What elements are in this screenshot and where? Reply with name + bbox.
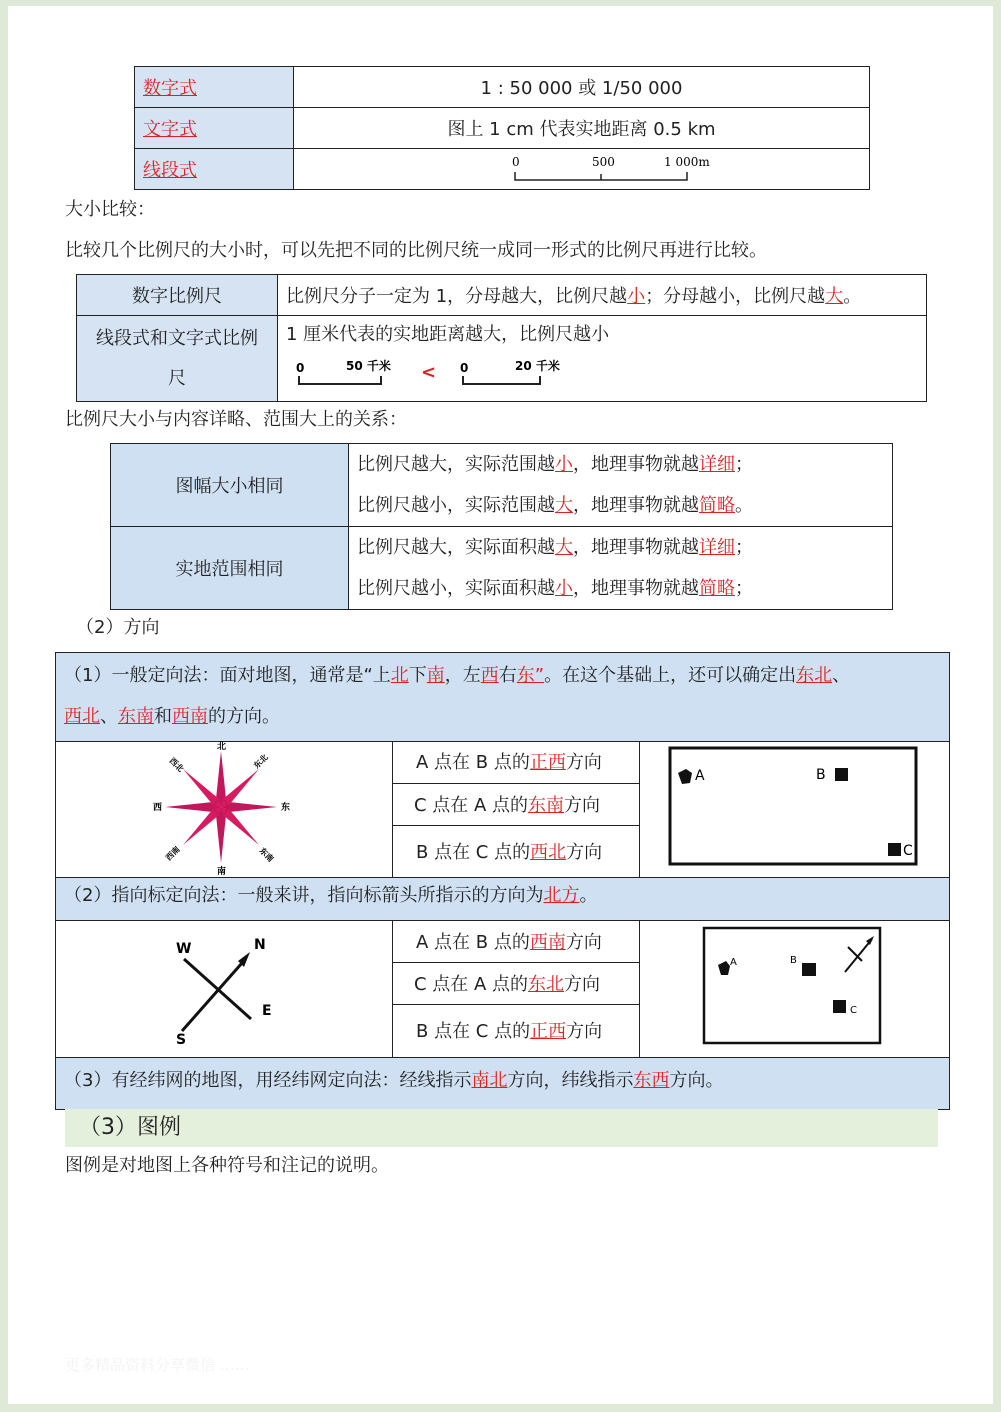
arrow-s-label: S <box>176 1032 187 1047</box>
relation-line: 比例尺越小，实际范围越大，地理事物就越简略。 <box>357 495 753 516</box>
compass-se-label: 东南 <box>257 846 276 864</box>
legend-section-title: （3）图例 <box>65 1109 938 1147</box>
point-b-label: B <box>790 955 797 966</box>
arrow-e-label: E <box>262 1003 272 1019</box>
size-compare-table <box>76 274 927 402</box>
answer-row: A 点在 B 点的西南方向 <box>416 932 602 953</box>
scale-tick-label: 0 <box>296 361 305 375</box>
scale-form-label: 线段式 <box>143 160 197 181</box>
scale-tick-label: 20 千米 <box>515 359 560 373</box>
legend-description: 图例是对地图上各种符号和注记的说明。 <box>65 1155 389 1176</box>
watermark: 更多精品资料分享微信 …… <box>65 1356 250 1374</box>
map-figure-2 <box>700 925 886 1049</box>
scale-forms-table <box>134 66 870 190</box>
table-row <box>77 275 927 316</box>
answer-row: C 点在 A 点的东北方向 <box>414 974 601 995</box>
relation-table <box>110 443 893 610</box>
table-row <box>77 316 927 402</box>
point-a-label: A <box>695 768 705 784</box>
relation-line: 比例尺越小，实际面积越小，地理事物就越简略； <box>357 578 753 599</box>
table-row <box>135 149 870 190</box>
method-2-text: （2）指向标定向法：一般来讲，指向标箭头所指示的方向为北方。 <box>56 878 949 920</box>
north-arrow-icon <box>166 931 276 1047</box>
compass-rose-icon <box>151 741 291 875</box>
row-label: 图幅大小相同 <box>111 444 349 527</box>
arrow-n-label: N <box>254 937 266 953</box>
answer-row: B 点在 C 点的正西方向 <box>416 1021 603 1042</box>
rule-text: 比例尺分子一定为 1，分母越大，比例尺越 <box>286 286 628 307</box>
relation-heading: 比例尺大小与内容详略、范围大上的关系： <box>65 409 407 430</box>
scale-tick-label: 500 <box>591 155 615 169</box>
table-row <box>135 67 870 108</box>
compass-east-label: 东 <box>281 803 291 813</box>
rule-text: 1 厘米代表的实地距离越大，比例尺越小 <box>286 324 610 345</box>
size-compare-heading: 大小比较： <box>65 199 155 220</box>
scale-tick-label: 1 000m <box>663 155 710 169</box>
answer-row: B 点在 C 点的西北方向 <box>416 842 603 863</box>
rule-text: 。 <box>843 286 862 307</box>
table-row <box>111 527 893 610</box>
page <box>8 6 993 1404</box>
scale-compare-figure <box>286 354 606 396</box>
compass-nw-label: 西北 <box>167 756 186 774</box>
row-label: 实地范围相同 <box>111 527 349 610</box>
direction-box <box>55 652 950 1110</box>
scale-tick-label: 0 <box>460 361 469 375</box>
table-row <box>135 108 870 149</box>
compass-sw-label: 西南 <box>164 844 182 863</box>
compass-west-label: 西 <box>153 803 163 813</box>
compass-north-label: 北 <box>217 742 227 752</box>
arrow-w-label: W <box>176 941 192 957</box>
table-row <box>111 444 893 527</box>
scale-tick-label: 0 <box>511 155 520 169</box>
point-b-label: B <box>816 767 826 783</box>
row-label: 线段式和文字式比例 <box>96 327 258 349</box>
point-c-label: C <box>850 1005 857 1016</box>
direction-heading: （2）方向 <box>76 617 160 638</box>
row-label: 尺 <box>168 367 186 389</box>
answer-row: A 点在 B 点的正西方向 <box>416 752 602 773</box>
scale-form-label: 文字式 <box>143 119 197 140</box>
answer-text: 小 <box>627 286 646 307</box>
map-figure-1 <box>666 745 926 871</box>
line-scale-bar <box>452 150 712 188</box>
answer-text: 大 <box>825 286 844 307</box>
compass-south-label: 南 <box>217 867 227 875</box>
scale-tick-label: 50 千米 <box>346 359 391 373</box>
relation-line: 比例尺越大，实际面积越大，地理事物就越详细； <box>357 537 753 558</box>
method-3-text: （3）有经纬网的地图，用经纬网定向法：经线指示南北方向，纬线指示东西方向。 <box>56 1058 949 1109</box>
rule-text: ；分母越小，比例尺越 <box>645 286 826 307</box>
point-c-label: C <box>903 843 913 859</box>
answer-row: C 点在 A 点的东南方向 <box>414 795 601 816</box>
size-compare-intro: 比较几个比例尺的大小时，可以先把不同的比例尺统一成同一形式的比例尺再进行比较。 <box>65 240 767 261</box>
scale-form-value: 图上 1 cm 代表实地距离 0.5 km <box>294 108 870 149</box>
row-label: 数字比例尺 <box>77 275 278 316</box>
point-a-label: A <box>730 957 737 968</box>
method-1-text: （1）一般定向法：面对地图，通常是“上北下南，左西右东”。在这个基础上，还可以确定出东北、 西北、东南和西南的方向。 <box>56 653 949 741</box>
scale-form-value: 1 : 50 000 或 1/50 000 <box>294 67 870 108</box>
less-than-sign: < <box>421 362 437 383</box>
compass-ne-label: 东北 <box>252 752 270 771</box>
scale-form-label: 数字式 <box>143 78 197 99</box>
relation-line: 比例尺越大，实际范围越小，地理事物就越详细； <box>357 454 753 475</box>
